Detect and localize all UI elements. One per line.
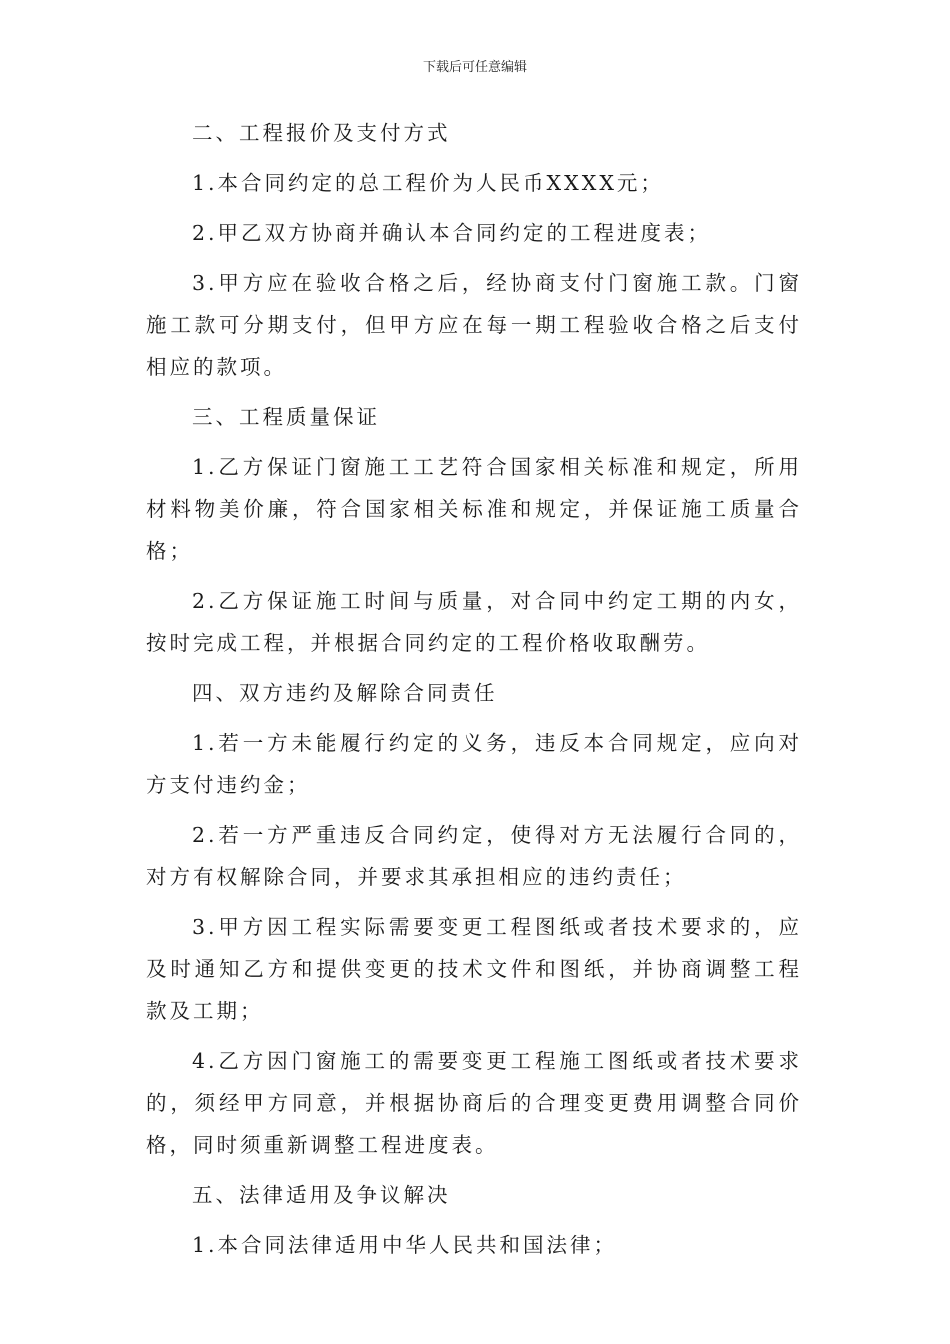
clause-breach-penalty: 1.若一方未能履行约定的义务，违反本合同规定，应向对方支付违约金；	[146, 731, 802, 797]
clause-total-price: 1.本合同约定的总工程价为人民币XXXX元；	[192, 171, 664, 195]
clause-applicable-law: 1.本合同法律适用中华人民共和国法律；	[192, 1233, 618, 1257]
document-body	[146, 112, 802, 1274]
page-header-note: 下载后可任意编辑	[422, 60, 527, 75]
clause-termination: 2.若一方严重违反合同约定，使得对方无法履行合同的，对方有权解除合同，并要求其承担相应的违约责任；	[146, 823, 802, 889]
section-heading-breach: 四、双方违约及解除合同责任	[192, 681, 498, 705]
clause-party-a-change: 3.甲方因工程实际需要变更工程图纸或者技术要求的，应及时通知乙方和提供变更的技术文件和图纸，并协商调整工程款及工期；	[146, 915, 802, 1023]
clause-party-b-change: 4.乙方因门窗施工的需要变更工程施工图纸或者技术要求的，须经甲方同意，并根据协商后的合理变更费用调整合同价格，同时须重新调整工程进度表。	[146, 1049, 802, 1157]
clause-payment: 3.甲方应在验收合格之后，经协商支付门窗施工款。门窗施工款可分期支付，但甲方应在每一期工程验收合格之后支付相应的款项。	[146, 271, 802, 379]
section-heading-pricing: 二、工程报价及支付方式	[192, 121, 451, 145]
clause-schedule: 2.甲乙双方协商并确认本合同约定的工程进度表；	[192, 221, 712, 245]
section-heading-quality: 三、工程质量保证	[192, 405, 380, 429]
section-heading-law: 五、法律适用及争议解决	[192, 1183, 451, 1207]
clause-quality-standards: 1.乙方保证门窗施工工艺符合国家相关标准和规定，所用材料物美价廉，符合国家相关标准和规定，并保证施工质量合格；	[146, 455, 802, 563]
clause-quality-time: 2.乙方保证施工时间与质量，对合同中约定工期的内女，按时完成工程，并根据合同约定的工程价格收取酬劳。	[146, 589, 802, 655]
